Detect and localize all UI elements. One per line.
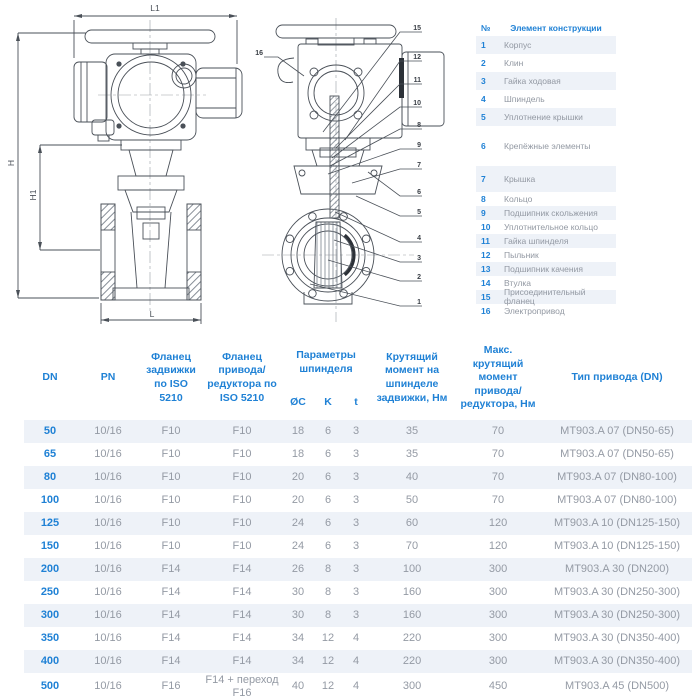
legend-item-name: Клин xyxy=(504,57,524,68)
spec-table-body xyxy=(24,420,692,700)
spec-cell: 10/16 xyxy=(94,680,122,693)
callout-number: 3 xyxy=(417,255,421,262)
spec-cell: 35 xyxy=(370,420,454,443)
spec-cell: 6 xyxy=(324,494,332,507)
spec-cell: F10 xyxy=(161,448,181,461)
spec-cell: F10 xyxy=(232,448,252,461)
spec-cell: 70 xyxy=(454,466,542,489)
table-row xyxy=(24,512,692,535)
spec-cell: F10 xyxy=(232,540,252,553)
spec-cell: MT903.A 45 (DN500) xyxy=(565,680,669,693)
legend-item-number: 3 xyxy=(481,76,486,86)
spec-table-header xyxy=(24,336,692,420)
dn-cell: 350 xyxy=(40,632,60,645)
spec-cell: 300 xyxy=(488,586,508,599)
spec-cell: 3 xyxy=(342,558,370,581)
spec-cell: F14 xyxy=(232,586,252,599)
spec-cell: MT903.A 10 (DN125-150) xyxy=(542,512,692,535)
spec-cell: 6 xyxy=(314,466,342,489)
legend-item-name: Втулка xyxy=(504,277,532,288)
legend-item-number: 12 xyxy=(481,250,491,260)
spec-cell: 30 xyxy=(291,586,305,599)
spec-cell: F16 xyxy=(161,680,181,693)
legend-item-name: Гайка шпинделя xyxy=(504,235,569,246)
spec-cell: MT903.A 30 (DN350-400) xyxy=(542,650,692,673)
legend-item-number: 8 xyxy=(481,194,486,204)
spec-cell: 10/16 xyxy=(76,604,140,627)
legend-row xyxy=(476,234,616,248)
dn-cell: 125 xyxy=(24,512,76,535)
spec-cell: MT903.A 07 (DN50-65) xyxy=(542,420,692,443)
spec-cell: 10/16 xyxy=(76,512,140,535)
col-header-t: t xyxy=(354,396,358,409)
spec-cell: F10 xyxy=(161,540,181,553)
spec-cell: 34 xyxy=(291,632,305,645)
table-row xyxy=(24,558,692,581)
spec-cell: 160 xyxy=(402,586,422,599)
dim-label-l1: L1 xyxy=(150,3,160,13)
spec-cell: 35 xyxy=(405,448,419,461)
legend-item-name: Уплотнение крышки xyxy=(504,111,583,122)
legend-row xyxy=(476,262,616,276)
legend-header-name: Элемент конструкции xyxy=(510,22,602,33)
legend-item-number: 7 xyxy=(481,174,486,184)
table-row xyxy=(24,650,692,673)
spec-cell: MT903.A 30 (DN250-300) xyxy=(542,604,692,627)
spec-cell: F14 xyxy=(202,604,282,627)
spec-table xyxy=(24,336,692,700)
spec-cell: F10 xyxy=(140,420,202,443)
spec-cell: 40 xyxy=(291,680,305,693)
spec-cell: 160 xyxy=(370,604,454,627)
spec-cell: 34 xyxy=(282,650,314,673)
spec-cell: 12 xyxy=(321,632,335,645)
table-row xyxy=(24,581,692,604)
motor-detail xyxy=(399,58,404,98)
spec-cell: 6 xyxy=(314,420,342,443)
callout-leader xyxy=(352,169,422,183)
legend-header xyxy=(476,20,616,36)
spec-cell: 10/16 xyxy=(94,540,122,553)
dn-cell: 100 xyxy=(40,494,60,507)
dn-cell: 400 xyxy=(24,650,76,673)
callout-number: 8 xyxy=(417,122,421,129)
spec-cell: 24 xyxy=(291,540,305,553)
spec-cell: 6 xyxy=(324,540,332,553)
legend-item-name: Шпиндель xyxy=(504,93,545,104)
col-header-drive-type: Тип привода (DN) xyxy=(571,371,663,384)
legend-item-number: 9 xyxy=(481,208,486,218)
legend-item-number: 11 xyxy=(481,236,490,246)
spec-cell: MT903.A 30 (DN350-400) xyxy=(554,632,680,645)
dim-label-h1: H1 xyxy=(28,189,38,201)
spec-cell: MT903.A 30 (DN200) xyxy=(542,558,692,581)
spec-cell: 70 xyxy=(491,494,505,507)
callout-number: 4 xyxy=(417,235,421,242)
dn-cell: 250 xyxy=(40,586,60,599)
table-row xyxy=(24,604,692,627)
spec-cell: 300 xyxy=(402,680,422,693)
col-header-spindle-params: Параметры шпинделя xyxy=(296,349,356,375)
callout-leader xyxy=(334,240,422,262)
legend-item-name: Подшипник качения xyxy=(504,263,583,274)
col-header-oc: ØC xyxy=(290,396,306,409)
spec-cell: 4 xyxy=(352,632,360,645)
spec-cell: 300 xyxy=(454,604,542,627)
dn-cell: 200 xyxy=(24,558,76,581)
spec-cell: 20 xyxy=(291,494,305,507)
spec-cell: MT903.A 30 (DN250-300) xyxy=(554,586,680,599)
spec-cell: 10/16 xyxy=(76,420,140,443)
callout-number: 10 xyxy=(413,100,421,107)
spec-cell: 4 xyxy=(352,680,360,693)
spec-cell: F10 xyxy=(232,494,252,507)
spec-cell: 26 xyxy=(282,558,314,581)
spec-cell: MT903.A 07 (DN80-100) xyxy=(557,494,677,507)
legend-item-number: 14 xyxy=(481,278,491,288)
spec-cell: 10/16 xyxy=(94,494,122,507)
callout-number: 7 xyxy=(417,162,421,169)
spec-cell: 120 xyxy=(488,540,508,553)
callout-number: 1 xyxy=(417,299,421,306)
callout-number: 15 xyxy=(413,25,421,32)
dimension-arrows xyxy=(16,14,237,322)
callout-number: 9 xyxy=(417,142,421,149)
spec-cell: F14 xyxy=(140,604,202,627)
col-header-torque-spindle: Крутящий момент на шпинделе задвижки, Нм xyxy=(376,350,448,404)
spec-cell: MT903.A 10 (DN125-150) xyxy=(554,540,680,553)
spec-cell: F14 xyxy=(140,558,202,581)
dn-cell: 300 xyxy=(24,604,76,627)
legend-row xyxy=(476,72,616,90)
table-row xyxy=(24,673,692,700)
spec-cell: 20 xyxy=(282,466,314,489)
table-row xyxy=(24,489,692,512)
legend-row xyxy=(476,192,616,206)
spec-cell: 3 xyxy=(342,466,370,489)
legend-row xyxy=(476,126,616,166)
spec-cell: 220 xyxy=(370,650,454,673)
callout-number: 16 xyxy=(255,50,263,57)
front-view-lines xyxy=(18,16,242,324)
legend-row xyxy=(476,304,616,318)
legend-row xyxy=(476,54,616,72)
callout-number: 2 xyxy=(417,274,421,281)
spec-cell: 70 xyxy=(405,540,419,553)
spec-cell: 12 xyxy=(314,650,342,673)
legend-item-number: 1 xyxy=(481,40,486,50)
dn-cell: 80 xyxy=(24,466,76,489)
spec-cell: 50 xyxy=(405,494,419,507)
legend-item-name: Крышка xyxy=(504,173,536,184)
legend-item-number: 16 xyxy=(481,306,491,316)
spec-cell: F14 xyxy=(202,558,282,581)
spec-cell: 3 xyxy=(352,586,360,599)
legend-item-name: Уплотнительное кольцо xyxy=(504,221,598,232)
spec-cell: 8 xyxy=(314,558,342,581)
spec-cell: 4 xyxy=(342,650,370,673)
spec-cell: 10/16 xyxy=(94,632,122,645)
spec-cell: F14 xyxy=(202,650,282,673)
valve-section-view-drawing xyxy=(248,0,478,335)
col-header-pn: PN xyxy=(100,371,116,384)
legend-item-name: Подшипник скольжения xyxy=(504,207,598,218)
spec-cell: 18 xyxy=(282,420,314,443)
dn-cell: 150 xyxy=(40,540,60,553)
callout-number: 6 xyxy=(417,189,421,196)
valve-front-view-drawing xyxy=(0,0,250,335)
table-row xyxy=(24,420,692,443)
spec-cell: 8 xyxy=(314,604,342,627)
spec-cell: 10/16 xyxy=(76,558,140,581)
parts-legend xyxy=(476,20,616,318)
col-header-dn: DN xyxy=(42,371,58,384)
spec-cell: 40 xyxy=(370,466,454,489)
spec-cell: 8 xyxy=(324,586,332,599)
spec-cell: MT903.A 07 (DN50-65) xyxy=(560,448,674,461)
legend-item-name: Электропривод xyxy=(504,305,565,316)
spec-cell: 70 xyxy=(454,420,542,443)
spec-cell: 6 xyxy=(324,448,332,461)
legend-item-number: 15 xyxy=(481,292,491,302)
spec-cell: F10 xyxy=(202,512,282,535)
spec-cell: 120 xyxy=(454,512,542,535)
legend-row xyxy=(476,248,616,262)
spec-cell: F14 + переход F16 xyxy=(205,674,279,699)
legend-row xyxy=(476,36,616,54)
spec-cell: 10/16 xyxy=(76,650,140,673)
dn-cell: 500 xyxy=(40,680,60,693)
spec-cell: F10 xyxy=(202,466,282,489)
callout-number: 11 xyxy=(413,77,421,84)
dn-cell: 65 xyxy=(43,448,57,461)
spec-cell: 18 xyxy=(291,448,305,461)
spec-cell: 30 xyxy=(282,604,314,627)
callout-number: 5 xyxy=(417,209,421,216)
legend-item-name: Кольцо xyxy=(504,193,533,204)
legend-row xyxy=(476,287,616,306)
legend-row xyxy=(476,206,616,220)
table-row xyxy=(24,443,692,466)
spec-cell: F10 xyxy=(140,512,202,535)
callout-leader xyxy=(330,129,422,166)
legend-row xyxy=(476,220,616,234)
spec-cell: F10 xyxy=(202,420,282,443)
spec-cell: 3 xyxy=(352,494,360,507)
spec-cell: 70 xyxy=(491,448,505,461)
legend-item-name: Пыльник xyxy=(504,249,539,260)
spec-cell: 220 xyxy=(402,632,422,645)
legend-item-number: 13 xyxy=(481,264,491,274)
legend-item-number: 5 xyxy=(481,112,486,122)
legend-item-number: 6 xyxy=(481,141,486,151)
spec-cell: F14 xyxy=(161,632,181,645)
col-header-k: K xyxy=(324,396,332,409)
spec-cell: 3 xyxy=(352,540,360,553)
legend-item-number: 10 xyxy=(481,222,491,232)
legend-header-number: № xyxy=(481,23,491,33)
legend-item-number: 4 xyxy=(481,94,486,104)
dim-label-l: L xyxy=(149,309,155,319)
dn-cell: 50 xyxy=(24,420,76,443)
spec-cell: 300 xyxy=(454,558,542,581)
table-row xyxy=(24,627,692,650)
col-header-actuator-flange: Фланец привода/редуктора по ISO 5210 xyxy=(207,350,277,404)
table-row xyxy=(24,535,692,558)
spec-cell: 3 xyxy=(342,420,370,443)
table-row xyxy=(24,466,692,489)
spec-cell: 12 xyxy=(321,680,335,693)
spec-cell: F10 xyxy=(140,466,202,489)
spec-cell: F14 xyxy=(140,650,202,673)
legend-item-name: Крепёжные элементы xyxy=(504,140,591,151)
spec-cell: 6 xyxy=(314,512,342,535)
spec-cell: 60 xyxy=(370,512,454,535)
legend-row xyxy=(476,90,616,108)
spec-cell: 10/16 xyxy=(76,466,140,489)
col-header-valve-flange: Фланец задвижки по ISO 5210 xyxy=(146,350,196,404)
spec-cell: 3 xyxy=(342,604,370,627)
col-header-torque-max: Макс. крутящий момент привода/редуктора, Нм xyxy=(460,343,536,411)
dim-label-h: H xyxy=(6,159,16,167)
legend-row xyxy=(476,166,616,192)
spec-cell: 3 xyxy=(352,448,360,461)
spec-cell: 24 xyxy=(282,512,314,535)
spec-cell: F10 xyxy=(161,494,181,507)
spec-cell: 300 xyxy=(488,632,508,645)
legend-rows xyxy=(476,36,616,318)
callout-number: 12 xyxy=(413,54,421,61)
spec-cell: 100 xyxy=(370,558,454,581)
spec-cell: 10/16 xyxy=(94,586,122,599)
spec-cell: 300 xyxy=(454,650,542,673)
spec-cell: 3 xyxy=(342,512,370,535)
spec-cell: MT903.A 07 (DN80-100) xyxy=(542,466,692,489)
spec-cell: 10/16 xyxy=(94,448,122,461)
legend-item-name: Корпус xyxy=(504,39,532,50)
legend-item-number: 2 xyxy=(481,58,486,68)
legend-item-name: Присоединительный фланец xyxy=(504,287,586,306)
callout-leader xyxy=(356,196,422,216)
spec-cell: F14 xyxy=(232,632,252,645)
centerlines xyxy=(98,20,206,312)
spec-cell: 450 xyxy=(488,680,508,693)
spec-cell: F14 xyxy=(161,586,181,599)
legend-item-name: Гайка ходовая xyxy=(504,75,561,86)
legend-row xyxy=(476,108,616,126)
